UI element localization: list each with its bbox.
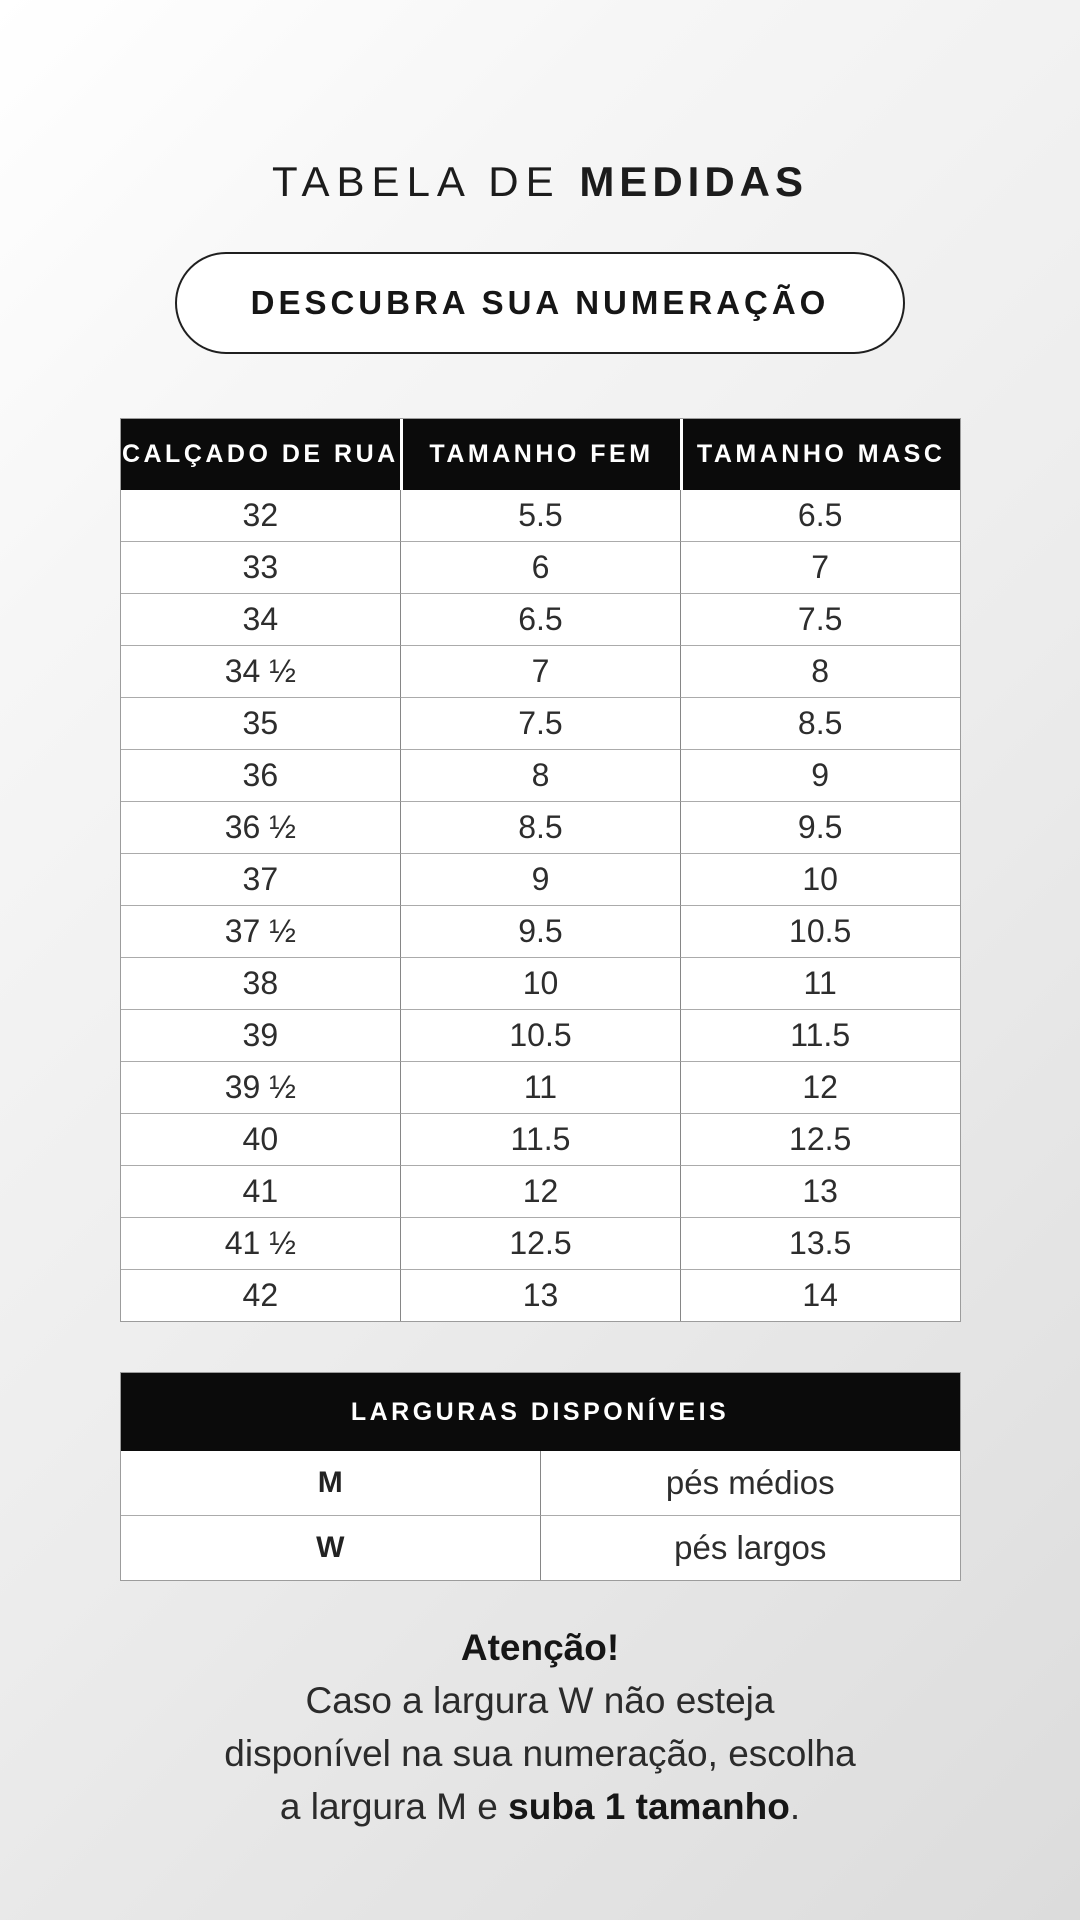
size-table-header [121, 419, 960, 490]
size-cell: 9.5 [400, 906, 680, 958]
size-cell: 8.5 [680, 698, 960, 750]
size-table-row [121, 646, 960, 698]
size-cell: 36 ½ [121, 802, 401, 854]
width-table-row [121, 1516, 960, 1580]
size-table-row [121, 1218, 960, 1270]
size-table-header-row [121, 419, 960, 490]
width-code-m: M [121, 1451, 541, 1516]
size-table-row [121, 854, 960, 906]
discover-size-label: DESCUBRA SUA NUMERAÇÃO [250, 284, 830, 321]
size-cell: 37 [121, 854, 401, 906]
attention-note-title: Atenção! [460, 1627, 620, 1668]
available-widths-table [120, 1372, 961, 1581]
width-table-header [121, 1373, 960, 1451]
size-cell: 12 [400, 1166, 680, 1218]
size-cell: 11.5 [400, 1114, 680, 1166]
size-table-row [121, 1166, 960, 1218]
size-cell: 33 [121, 542, 401, 594]
size-cell: 38 [121, 958, 401, 1010]
discover-size-button[interactable] [175, 252, 905, 354]
size-cell: 13 [680, 1166, 960, 1218]
size-table-row [121, 698, 960, 750]
size-cell: 40 [121, 1114, 401, 1166]
size-cell: 12 [680, 1062, 960, 1114]
page-title-regular: TABELA DE [271, 158, 580, 205]
size-cell: 36 [121, 750, 401, 802]
size-cell: 10 [680, 854, 960, 906]
size-cell: 12.5 [680, 1114, 960, 1166]
attention-note [224, 1621, 855, 1833]
size-table-row [121, 958, 960, 1010]
size-cell: 7 [680, 542, 960, 594]
header-size-fem: TAMANHO FEM [400, 419, 680, 490]
size-cell: 8 [680, 646, 960, 698]
size-cell: 11.5 [680, 1010, 960, 1062]
size-cell: 34 [121, 594, 401, 646]
size-table-row [121, 906, 960, 958]
header-street-shoe: CALÇADO DE RUA [121, 419, 401, 490]
size-cell: 7.5 [400, 698, 680, 750]
size-cell: 7 [400, 646, 680, 698]
size-cell: 12.5 [400, 1218, 680, 1270]
size-cell: 11 [680, 958, 960, 1010]
size-cell: 13 [400, 1270, 680, 1321]
size-cell: 9 [400, 854, 680, 906]
size-table-row [121, 594, 960, 646]
size-table-row [121, 1270, 960, 1321]
size-table-row [121, 1062, 960, 1114]
size-table-body [121, 490, 960, 1321]
size-cell: 35 [121, 698, 401, 750]
size-cell: 41 ½ [121, 1218, 401, 1270]
size-table-row [121, 1114, 960, 1166]
width-code-w: W [121, 1516, 541, 1580]
size-cell: 41 [121, 1166, 401, 1218]
size-cell: 42 [121, 1270, 401, 1321]
width-table-header-row [121, 1373, 960, 1451]
size-conversion-table [120, 418, 961, 1322]
attention-note-line3: a largura M e suba 1 tamanho. [279, 1786, 801, 1827]
width-table-row [121, 1451, 960, 1516]
size-cell: 37 ½ [121, 906, 401, 958]
size-cell: 6 [400, 542, 680, 594]
size-cell: 39 [121, 1010, 401, 1062]
size-cell: 10.5 [400, 1010, 680, 1062]
size-table-row [121, 542, 960, 594]
size-cell: 11 [400, 1062, 680, 1114]
size-cell: 7.5 [680, 594, 960, 646]
page-title-bold: MEDIDAS [579, 158, 808, 205]
size-table-row [121, 1010, 960, 1062]
size-table-row [121, 802, 960, 854]
size-table-row [121, 490, 960, 542]
attention-note-line2: disponível na sua numeração, escolha [224, 1733, 856, 1774]
size-cell: 34 ½ [121, 646, 401, 698]
width-label-medium: pés médios [540, 1451, 960, 1516]
size-cell: 6.5 [680, 490, 960, 542]
attention-note-bold: suba 1 tamanho [508, 1786, 790, 1827]
size-cell: 10 [400, 958, 680, 1010]
attention-note-line1: Caso a largura W não esteja [305, 1680, 775, 1721]
size-cell: 5.5 [400, 490, 680, 542]
size-cell: 9 [680, 750, 960, 802]
size-table-row [121, 750, 960, 802]
width-label-wide: pés largos [540, 1516, 960, 1580]
size-cell: 13.5 [680, 1218, 960, 1270]
size-cell: 8 [400, 750, 680, 802]
size-cell: 32 [121, 490, 401, 542]
header-size-masc: TAMANHO MASC [680, 419, 960, 490]
size-cell: 8.5 [400, 802, 680, 854]
size-cell: 14 [680, 1270, 960, 1321]
size-cell: 6.5 [400, 594, 680, 646]
size-cell: 9.5 [680, 802, 960, 854]
size-cell: 39 ½ [121, 1062, 401, 1114]
width-table-body [121, 1451, 960, 1580]
size-cell: 10.5 [680, 906, 960, 958]
page-title [272, 158, 808, 206]
header-available-widths: LARGURAS DISPONÍVEIS [121, 1373, 960, 1451]
